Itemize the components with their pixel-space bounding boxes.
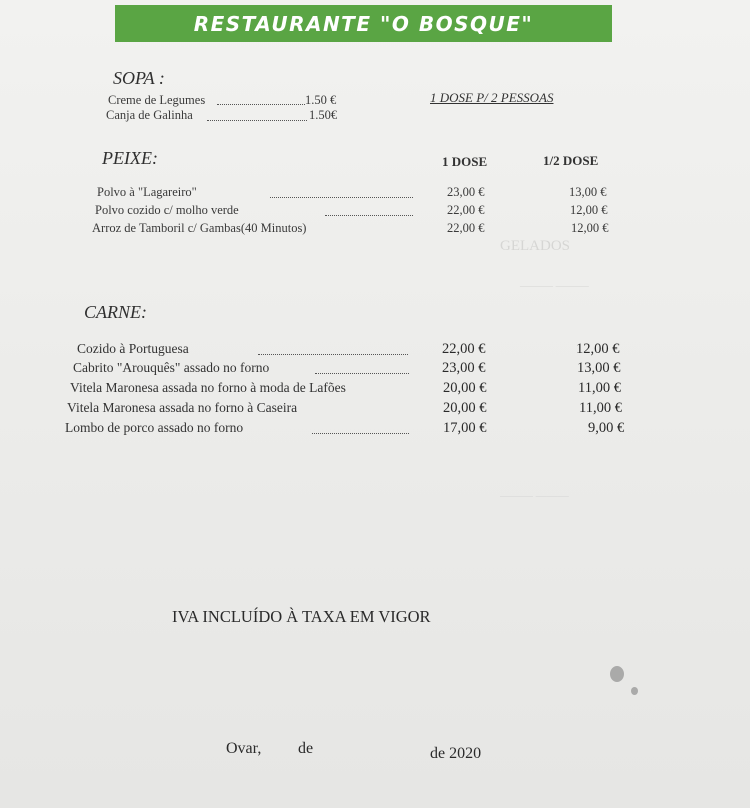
carne-heading: CARNE: <box>84 302 147 322</box>
peixe-item-half: 13,00 € <box>569 185 607 199</box>
carne-item-full: 20,00 € <box>443 380 487 396</box>
carne-item-name: Lombo de porco assado no forno <box>65 420 244 435</box>
carne-item-name: Cabrito "Arouquês" assado no forno <box>73 360 270 375</box>
leader-dots <box>207 120 307 121</box>
peixe-item-half: 12,00 € <box>571 221 609 235</box>
show-through-text: ——— ——— <box>520 280 589 292</box>
leader-dots <box>217 104 305 105</box>
sopa-heading: SOPA : <box>113 68 165 88</box>
sopa-item-price: 1.50 € <box>305 93 337 107</box>
date-de-label: de <box>298 740 314 757</box>
carne-item-half: 12,00 € <box>576 341 620 357</box>
carne-item-half: 9,00 € <box>588 420 625 436</box>
leader-dots <box>270 197 413 198</box>
sopa-item-price: 1.50€ <box>309 108 338 122</box>
show-through-text: ——— ——— <box>500 490 569 502</box>
peixe-heading: PEIXE: <box>102 148 158 168</box>
peixe-item-name: Polvo cozido c/ molho verde <box>95 203 239 217</box>
carne-item-name: Vitela Maronesa assada no forno à moda de Lafões <box>70 380 346 395</box>
peixe-item-half: 12,00 € <box>570 203 608 217</box>
carne-item-full: 23,00 € <box>442 360 486 376</box>
vat-note: IVA INCLUÍDO À TAXA EM VIGOR <box>172 607 431 626</box>
col-half-header: 1/2 DOSE <box>543 153 599 168</box>
carne-item-full: 17,00 € <box>443 420 487 436</box>
col-full-header: 1 DOSE <box>442 154 488 169</box>
carne-item-full: 22,00 € <box>442 341 486 357</box>
paper-stain <box>610 666 624 682</box>
place-label: Ovar, <box>226 740 262 757</box>
peixe-item-full: 22,00 € <box>447 221 485 235</box>
sopa-item-name: Creme de Legumes <box>108 93 206 107</box>
peixe-item-full: 23,00 € <box>447 185 485 199</box>
leader-dots <box>258 354 408 355</box>
leader-dots <box>315 373 409 374</box>
paper-stain <box>631 687 638 695</box>
restaurant-title: RESTAURANTE "O BOSQUE" <box>193 11 534 36</box>
peixe-item-name: Polvo à "Lagareiro" <box>97 185 197 199</box>
year-label: de 2020 <box>430 745 482 762</box>
peixe-item-name: Arroz de Tamboril c/ Gambas(40 Minutos) <box>92 221 307 235</box>
carne-item-half: 13,00 € <box>577 360 621 376</box>
leader-dots <box>312 433 409 434</box>
title-banner <box>115 5 612 42</box>
leader-dots <box>325 215 413 216</box>
show-through-text: GELADOS <box>500 238 570 254</box>
carne-item-half: 11,00 € <box>578 380 621 396</box>
carne-item-full: 20,00 € <box>443 400 487 416</box>
sopa-item-name: Canja de Galinha <box>106 108 193 122</box>
peixe-item-full: 22,00 € <box>447 203 485 217</box>
carne-item-name: Cozido à Portuguesa <box>77 341 189 356</box>
carne-item-half: 11,00 € <box>579 400 622 416</box>
dose-note: 1 DOSE P/ 2 PESSOAS <box>430 90 554 105</box>
carne-item-name: Vitela Maronesa assada no forno à Caseira <box>67 400 298 415</box>
